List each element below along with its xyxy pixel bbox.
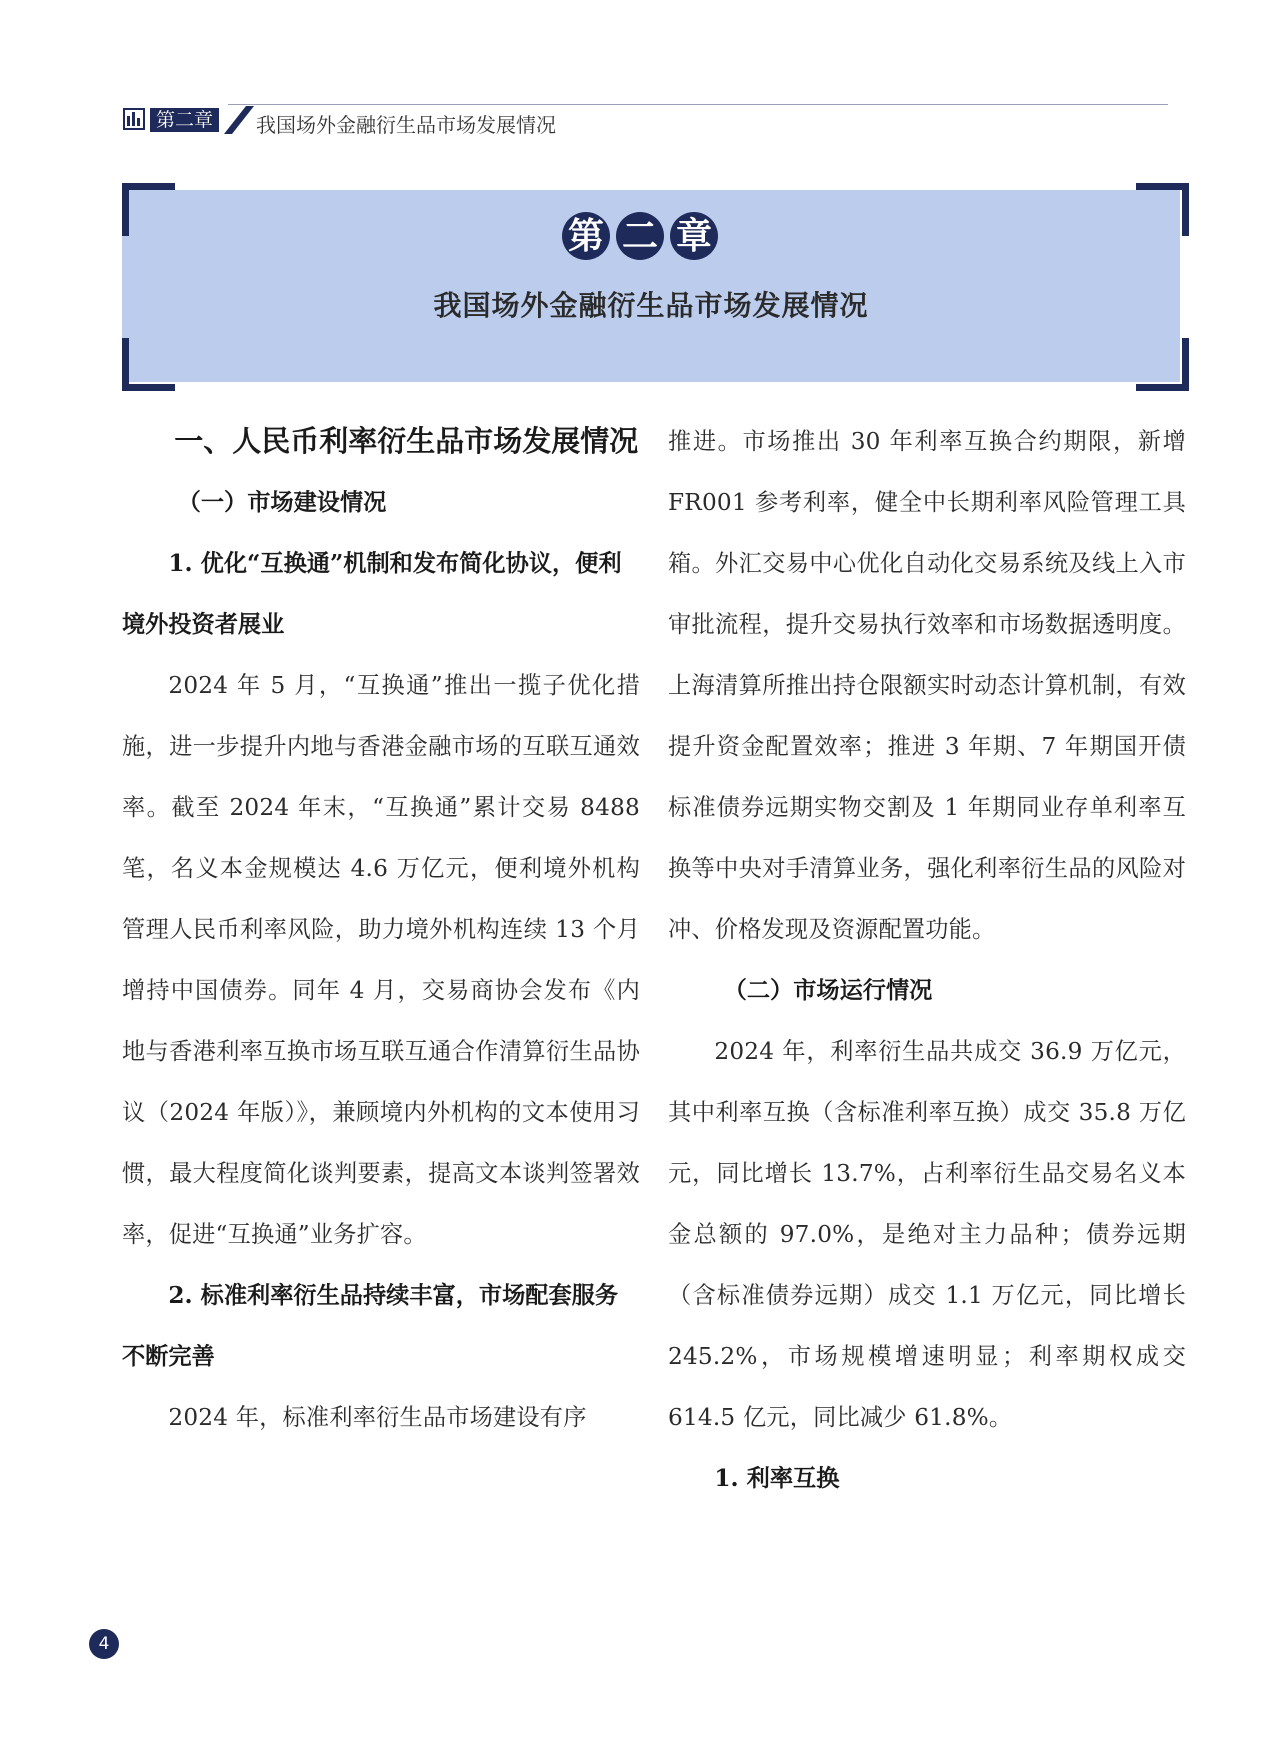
body-paragraph: 2024 年，标准利率衍生品市场建设有序 [168, 1404, 587, 1431]
body-paragraph: 2024 年，利率衍生品共成交 36.9 万亿元，其中利率互换（含标准利率互换）成交 35.8 万亿元，同比增长 13.7%，占利率衍生品交易名义本金总额的 97.0%，是绝对主力品种；债券远期（含标准债券远期）成交 1.1 万亿元，同比增长 245.2%，市场规模增速明显；利率期权成交 614.5 亿元，同比减少 61.8%。 [668, 1038, 1186, 1431]
item-heading: 2. 标准利率衍生品持续丰富，市场配套服务不断完善 [122, 1282, 619, 1370]
running-header [120, 104, 1170, 136]
running-header-title: 我国场外金融衍生品市场发展情况 [256, 113, 556, 137]
right-column [668, 411, 1186, 1509]
body-paragraph-continued: 推进。市场推出 30 年利率互换合约期限，新增 FR001 参考利率，健全中长期利率风险管理工具箱。外汇交易中心优化自动化交易系统及线上入市审批流程，提升交易执行效率和市场数据透明度。上海清算所推出持仓限额实时动态计算机制，有效提升资金配置效率；推进 3 年期、7 年期国开债标准债券远期实物交割及 1 年期同业存单利率互换等中央对手清算业务，强化利率衍生品的风险对冲、价格发现及资源配置功能。 [668, 428, 1186, 943]
page-number: 4 [89, 1629, 119, 1659]
chapter-char: 二 [616, 212, 664, 260]
chapter-char: 第 [562, 212, 610, 260]
subsection-heading: （二）市场运行情况 [723, 977, 933, 1004]
item-heading: 1. 优化“互换通”机制和发布简化协议，便利境外投资者展业 [122, 550, 622, 638]
item-heading: 1. 利率互换 [714, 1465, 840, 1492]
chapter-subtitle: 我国场外金融衍生品市场发展情况 [433, 289, 869, 322]
section-heading: 一、人民币利率衍生品市场发展情况 [174, 424, 639, 458]
institution-logo-icon [123, 108, 145, 130]
chapter-title [0, 212, 1280, 260]
left-column [122, 411, 640, 1448]
body-paragraph: 2024 年 5 月，“互换通”推出一揽子优化措施，进一步提升内地与香港金融市场的互联互通效率。截至 2024 年末，“互换通”累计交易 8488 笔，名义本金规模达 4.6 万亿元，便利境外机构管理人民币利率风险，助力境外机构连续 13 个月增持中国债券。同年 4 月，交易商协会发布《内地与香港利率互换市场互联互通合作清算衍生品协议（2024 年版）》，兼顾境内外机构的文本使用习惯，最大程度简化谈判要素，提高文本谈判签署效率，促进“互换通”业务扩容。 [122, 672, 640, 1248]
running-header-chapter-tag: 第二章 [150, 108, 219, 132]
banner-corner-bottom-right [1136, 338, 1189, 391]
header-rule [228, 104, 1168, 105]
subsection-heading: （一）市场建设情况 [177, 489, 387, 516]
banner-corner-bottom-left [122, 338, 175, 391]
chapter-char: 章 [670, 212, 718, 260]
header-slash-icon [224, 106, 254, 134]
